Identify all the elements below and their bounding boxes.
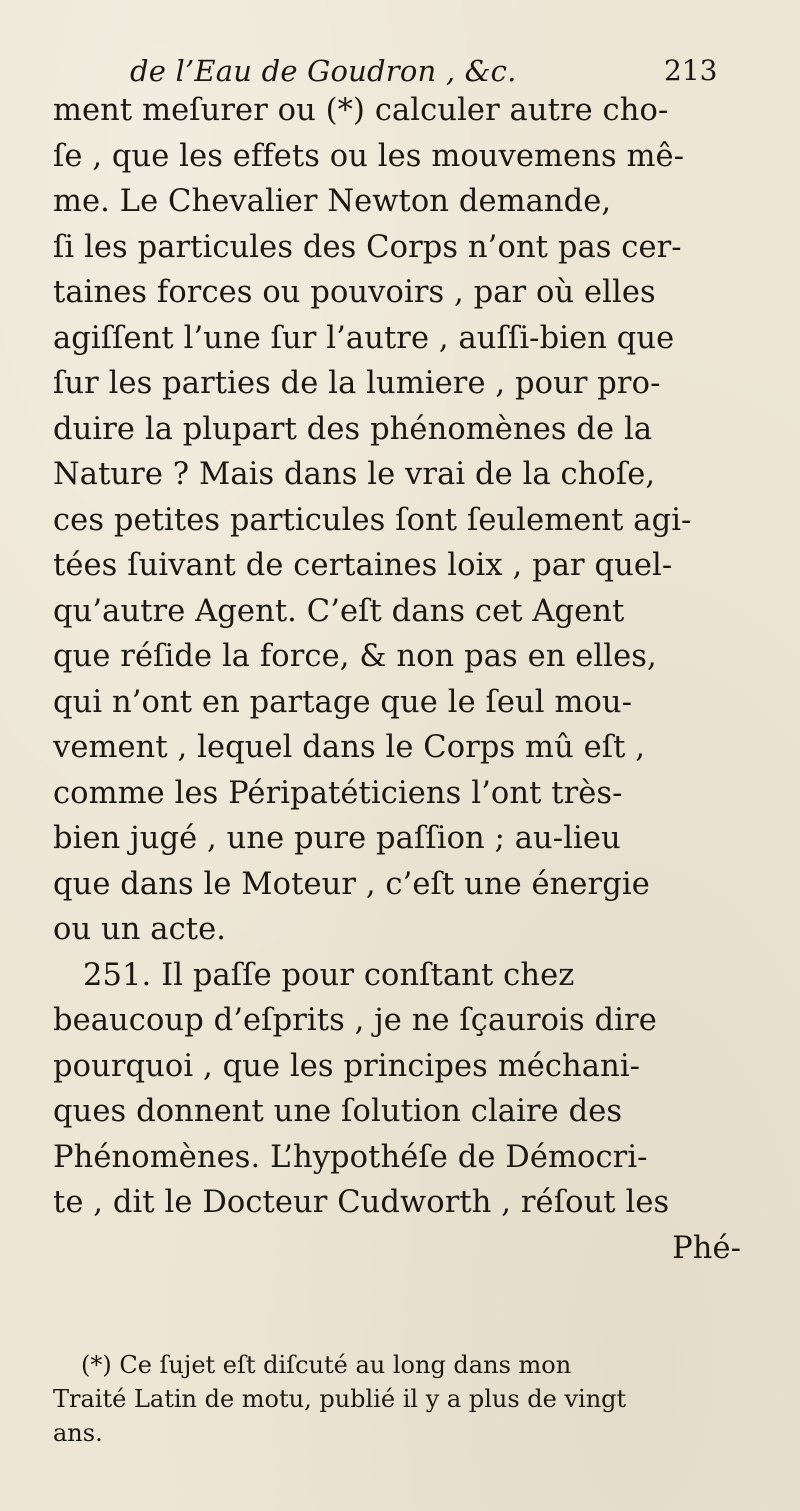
text-line: comme les Péripatéticiens l’ont très- (53, 775, 623, 811)
text-line: Nature ? Mais dans le vrai de la choſe, (53, 457, 656, 492)
text-line: me. Le Chevalier Newton demande, (53, 184, 612, 219)
text-line: ques donnent une ſolution claire des (53, 1094, 623, 1129)
text-line: ſi les particules des Corps n’ont pas cer- (53, 229, 682, 265)
text-line: tées ſuivant de certaines loix , par quel- (53, 548, 673, 583)
catchword: Phé- (672, 1230, 741, 1266)
text-line: ou un acte. (53, 912, 227, 947)
text-line: que réſide la force, & non pas en elles, (53, 639, 657, 674)
footnote (53, 1348, 753, 1450)
text-line: ces petites particules ſont ſeulement agi- (53, 502, 692, 538)
text-line: agiſſent l’une ſur l’autre , auſſi-bien que (53, 320, 675, 356)
page-number: 213 (664, 54, 718, 87)
text-line: Phénomènes. L’hypothéſe de Démocri- (53, 1139, 648, 1175)
text-line: pourquoi , que les principes méchani- (53, 1048, 641, 1084)
text-line: vement , lequel dans le Corps mû eſt , (53, 730, 646, 765)
text-line: ſur les parties de la lumiere , pour pro- (53, 366, 661, 401)
text-line: qui n’ont en partage que le ſeul mou- (53, 684, 633, 720)
text-line: beaucoup d’eſprits , je ne ſçaurois dire (53, 1003, 657, 1038)
text-line: bien jugé , une pure paſſion ; au-lieu (53, 821, 621, 856)
body-text (53, 88, 753, 1271)
text-line: taines forces ou pouvoirs , par où elles (53, 275, 656, 310)
text-line: que dans le Moteur , c’eſt une énergie (53, 866, 650, 902)
footnote-line: ans. (53, 1419, 103, 1447)
text-line: ſe , que les effets ou les mouvemens mê- (53, 138, 685, 174)
text-line: duire la plupart des phénomènes de la (53, 411, 653, 447)
running-head-title: de l’Eau de Goudron , &c. (130, 54, 517, 88)
footnote-line: (*) Ce ſujet eſt diſcuté au long dans mon (81, 1351, 572, 1379)
text-line: te , dit le Docteur Cudworth , réſout les (53, 1185, 670, 1220)
text-line: qu’autre Agent. C’eſt dans cet Agent (53, 593, 625, 629)
text-line: ment meſurer ou (*) calculer autre cho- (53, 93, 669, 128)
text-line: 251. Il paſſe pour conſtant chez (83, 957, 575, 993)
footnote-line: Traité Latin de motu, publié il y a plus de vingt (53, 1385, 627, 1413)
